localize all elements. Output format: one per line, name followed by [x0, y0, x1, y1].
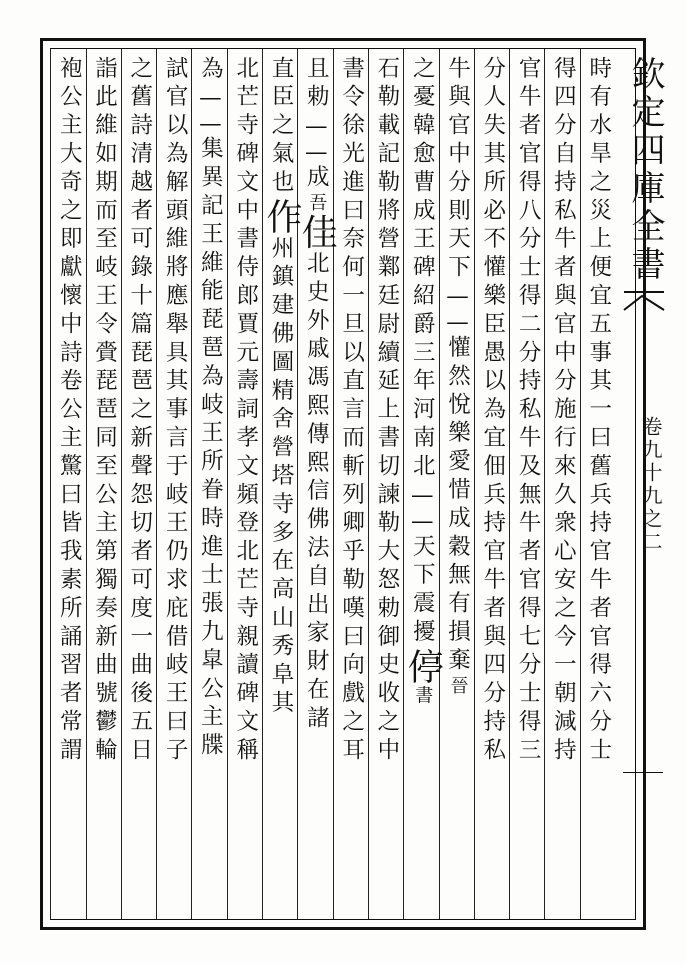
text-run: —— — [303, 112, 330, 165]
text-column — [261, 56, 302, 916]
text-run: 北芒寺碑文中書侍郎賈元壽詞孝文頻登北芒寺親讀碑文稱 — [232, 56, 259, 766]
text-column — [51, 56, 87, 916]
text-run: 成 — [303, 164, 330, 194]
margin-divider — [623, 772, 663, 773]
text-run: 直臣之氣也 — [268, 56, 294, 198]
text-run: 北史外戚馮熙傳熙信佛法自出家財在諸 — [303, 251, 330, 735]
text-column — [157, 56, 193, 916]
heading-glyph: 作 — [261, 198, 302, 236]
text-column — [440, 56, 476, 916]
heading-glyph: 佳 — [296, 213, 338, 252]
text-column — [296, 56, 338, 916]
text-run: 之舊詩清越者可錄十篇琵琶之新聲怨切者可度一曲後五日 — [126, 56, 153, 766]
text-run: 為 — [197, 56, 224, 85]
text-column — [475, 56, 511, 916]
text-column — [334, 56, 370, 916]
fishtail-mark — [624, 292, 664, 310]
text-run: 時有水旱之災上便宜五事其一曰舊兵持官牛者官得六分士 — [585, 56, 612, 766]
text-column — [192, 56, 228, 916]
text-run: 書令徐光進曰奈何一旦以直言而斬列卿乎勒嘆曰向戲之耳 — [338, 56, 365, 766]
text-run: 得四分自持私牛者與官中分施行來久衆心安之今一朝減持 — [550, 56, 577, 766]
text-column — [228, 56, 264, 916]
text-run: 且勅 — [303, 56, 330, 113]
text-column — [369, 56, 405, 916]
text-run: 之憂韓愈曹成王碑紹爵三年河南北 — [409, 56, 436, 482]
text-column — [87, 56, 123, 916]
text-run: —— — [444, 283, 471, 336]
text-column — [581, 56, 617, 916]
annotation-glyph: 書 — [412, 685, 434, 706]
text-run: 分人失其所必不懽樂臣愚以為宜佃兵持官牛者與四分持私 — [479, 56, 506, 766]
text-column — [545, 56, 581, 916]
text-run: 詣此維如期而至岐王令賫琵琶同至公主第獨奏新曲號鬱輪 — [91, 56, 118, 766]
text-column — [122, 56, 158, 916]
text-run: 懽然悅樂愛惜成穀無有損棄 — [444, 335, 471, 677]
annotation-glyph: 晉 — [447, 676, 469, 697]
text-run: 試官以為解頭維將應舉具其事言于岐王仍求庇借岐王曰子 — [162, 56, 189, 766]
text-run: 官牛者官得八分士得二分持私牛及無牛者官得七分士得三 — [515, 56, 542, 766]
column-rule — [50, 49, 51, 919]
book-title: 欽定四庫全書 — [625, 56, 665, 284]
text-column — [510, 56, 546, 916]
text-run: 天下震擾 — [409, 534, 436, 648]
text-run: 石勒載記勒將營鄴廷尉續延上書切諫勒大怒勅御史收之中 — [373, 56, 400, 766]
text-run: —— — [409, 482, 436, 534]
annotation-glyph: 吾 — [306, 193, 328, 214]
text-run: 集異記王維能琵琶為岐王所眷時進士張九皐公主牒 — [197, 136, 224, 762]
text-run: —— — [197, 84, 224, 137]
text-run: 袍公主大奇之即獻懷中詩卷公主驚曰皆我素所誦習者常謂 — [56, 56, 83, 766]
heading-glyph: 停 — [402, 647, 444, 686]
text-run: 州鎮建佛圖精舍營塔寺多在高山秀阜其 — [268, 236, 294, 719]
text-run: 牛與官中分則天下 — [444, 56, 471, 284]
volume-label: 卷九十九之二 — [639, 416, 663, 554]
text-column — [402, 56, 444, 916]
